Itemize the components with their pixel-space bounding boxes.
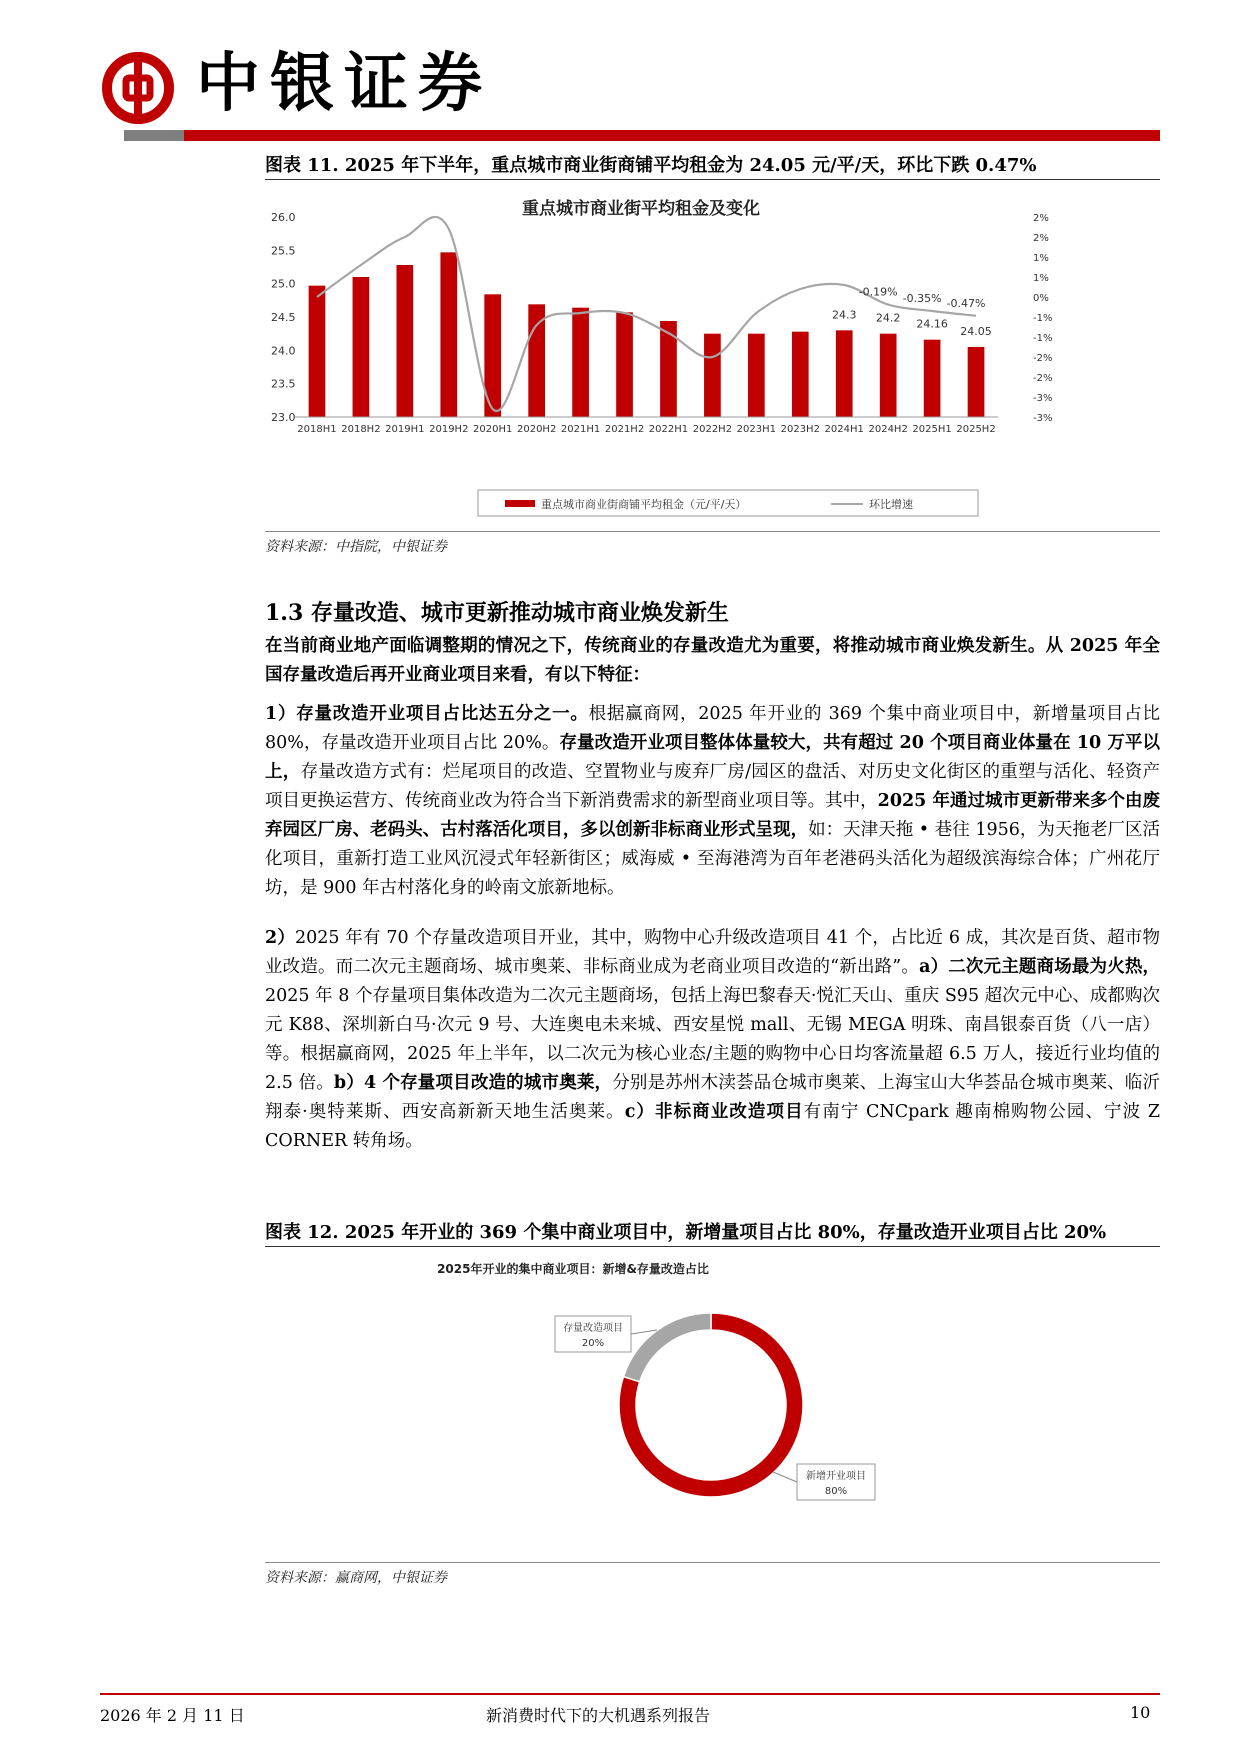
y2-tick-label: -3% — [1033, 393, 1053, 404]
x-tick-label: 2021H2 — [604, 424, 645, 435]
rent-bar — [792, 332, 809, 417]
p2-text: 2025 年有 70 个存量改造项目开业，其中，购物中心升级改造项目 41 个，占比近 6 成，其次是百货、超市物业改造。而二次元主题商场、城市奥莱、非标商业成为老商业项目改造的“新出路”。 — [265, 928, 1160, 977]
x-tick-label: 2025H1 — [912, 424, 952, 435]
p1-text-3: 如：天津天拖 • 巷往 1956，为天拖老厂区活化项目，重新打造工业风沉浸式年轻新街区；威海威 • 至海港湾为百年老港码头活化为超级滨海综合体；广州花厅坊，是 900 年古村落化身的岭南文旅新地标。 — [265, 820, 1161, 898]
x-tick-label: 2020H1 — [473, 424, 513, 435]
x-tick-label: 2018H2 — [341, 424, 381, 435]
y2-tick-label: 2% — [1033, 233, 1049, 244]
y-tick-label: 24.0 — [271, 344, 296, 358]
p2-highlight-b: b）4 个存量项目改造的城市奥莱， — [333, 1073, 613, 1093]
rent-chart — [265, 184, 1160, 524]
figure-11-bottom-rule — [265, 531, 1160, 532]
chart-legend — [478, 490, 978, 516]
rent-bar — [353, 277, 370, 417]
section-heading: 1.3 存量改造、城市更新推动城市商业焕发新生 — [265, 600, 729, 626]
bar-value-label: 24.16 — [916, 317, 948, 331]
page-number: 10 — [1130, 1703, 1151, 1722]
y-tick-label: 26.0 — [271, 211, 296, 224]
y2-tick-label: 1% — [1033, 273, 1049, 284]
y2-tick-label: -3% — [1033, 413, 1053, 424]
donut-slice — [624, 1313, 711, 1382]
chart-title: 重点城市商业街平均租金及变化 — [522, 199, 760, 219]
p2-point: 2） — [265, 928, 296, 948]
y-tick-label: 25.0 — [271, 277, 296, 291]
p2-text-a: 2025 年 8 个存量项目集体改造为二次元主题商场，包括上海巴黎春天·悦汇天山、重庆 S95 超次元中心、成都购次元 K88、深圳新白马·次元 9 号、大连奥电未来城、西安星悦 mall、无锡 MEGA 明珠、南昌银泰百货（八一店）等。根据赢商网，2025 年上半年，以二次元为核心业态/主题的购物中心日均客流量超 6.5 万人，接近行业均值的 2.5 倍。 — [265, 986, 1160, 1093]
bar-value-label: 24.3 — [831, 308, 857, 322]
rent-bar — [572, 308, 589, 417]
x-tick-label: 2022H2 — [692, 424, 733, 435]
rent-bar — [704, 334, 721, 417]
y2-tick-label: 0% — [1033, 293, 1049, 304]
y2-tick-label: -1% — [1033, 333, 1053, 344]
y-tick-label: 25.5 — [271, 244, 296, 258]
p1-highlight-1: 存量改造开业项目整体体量较大，共有超过 20 个项目商业体量在 10 万平以上， — [265, 733, 1160, 782]
callout-value-existing: 20% — [581, 1338, 605, 1349]
rent-bar — [748, 334, 765, 417]
y-tick-label: 23.5 — [271, 377, 296, 391]
intro-paragraph — [265, 632, 1160, 690]
y-tick-label: 24.5 — [271, 311, 296, 324]
rent-bar — [309, 286, 326, 417]
donut-chart-title: 2025年开业的集中商业项目：新增&存量改造占比 — [437, 1262, 709, 1276]
rent-bar — [440, 252, 457, 417]
line-value-label: -0.47% — [946, 296, 986, 310]
p1-point: 1）存量改造开业项目占比达五分之一。 — [265, 704, 589, 724]
figure-11-top-rule — [265, 179, 1160, 180]
bank-of-china-logo-icon — [100, 50, 176, 126]
figure-12-caption: 图表 12. 2025 年开业的 369 个集中商业项目中，新增量项目占比 80%，存量改造开业项目占比 20% — [265, 1222, 1107, 1243]
line-value-label: -0.19% — [858, 285, 898, 299]
paragraph-1 — [265, 700, 1160, 903]
brand-name: 中银证券 — [196, 46, 492, 121]
p1-text: 根据赢商网，2025 年开业的 369 个集中商业项目中，新增量项目占比 80%，存量改造开业项目占比 20%。 — [265, 704, 1160, 753]
p2-text-c: 有南宁 CNCpark 趣南棉购物公园、宁波 Z CORNER 转角场。 — [265, 1102, 1160, 1151]
rent-bar — [616, 312, 633, 417]
figure-12-source: 资料来源：赢商网，中银证券 — [265, 1570, 447, 1586]
figure-11-source: 资料来源：中指院，中银证券 — [265, 539, 447, 555]
figure-12-top-rule — [265, 1246, 1160, 1247]
rent-bar — [924, 340, 941, 417]
x-tick-label: 2024H2 — [868, 424, 908, 435]
intro-text: 在当前商业地产面临调整期的情况之下，传统商业的存量改造尤为重要，将推动城市商业焕发新生。从 2025 年全国存量改造后再开业商业项目来看，有以下特征： — [265, 636, 1160, 685]
bar-value-label: 24.05 — [960, 325, 992, 338]
x-tick-label: 2024H1 — [824, 424, 864, 435]
rent-bar — [880, 334, 897, 417]
y2-tick-label: 1% — [1033, 253, 1049, 264]
legend-bar-swatch — [505, 500, 535, 507]
callout-label-new: 新增开业项目 — [806, 1471, 866, 1482]
figure-12-bottom-rule — [265, 1562, 1160, 1563]
x-tick-label: 2020H2 — [516, 424, 557, 435]
p2-text-b: 分别是苏州木渎荟品仓城市奥莱、上海宝山大华荟品仓城市奥莱、临沂翔泰·奥特莱斯、西安高新新天地生活奥莱。 — [265, 1073, 1160, 1122]
paragraph-2 — [265, 924, 1160, 1156]
p1-highlight-2: 2025 年通过城市更新带来多个由废弃园区厂房、老码头、古村落活化项目，多以创新非标商业形式呈现， — [265, 791, 1160, 840]
callout-leader-new — [773, 1472, 797, 1482]
x-tick-label: 2021H1 — [560, 424, 601, 435]
x-tick-label: 2018H1 — [297, 424, 337, 435]
x-tick-label: 2019H1 — [385, 424, 425, 435]
footer-rule — [100, 1693, 1160, 1695]
footer-report-series: 新消费时代下的大机遇系列报告 — [486, 1706, 711, 1725]
legend-bar-label: 重点城市商业街商铺平均租金（元/平/天） — [541, 498, 747, 511]
x-tick-label: 2022H1 — [648, 424, 689, 435]
y-tick-label: 23.0 — [271, 411, 296, 424]
rent-bar — [528, 304, 545, 417]
bar-value-label: 24.2 — [875, 311, 901, 325]
header-bar-gray — [124, 130, 184, 141]
x-tick-label: 2023H2 — [780, 424, 820, 435]
y2-tick-label: -1% — [1033, 313, 1053, 324]
x-tick-label: 2025H2 — [956, 424, 996, 435]
line-value-label: -0.35% — [902, 292, 942, 305]
y2-tick-label: 2% — [1033, 213, 1049, 224]
rent-bar — [396, 265, 413, 417]
legend-line-label: 环比增速 — [869, 498, 913, 511]
y2-tick-label: -2% — [1033, 373, 1053, 384]
footer-date: 2026 年 2 月 11 日 — [100, 1706, 245, 1725]
rent-bar — [968, 347, 985, 417]
x-tick-label: 2023H1 — [736, 424, 777, 435]
figure-11-caption: 图表 11. 2025 年下半年，重点城市商业街商铺平均租金为 24.05 元/平/天，环比下跌 0.47% — [265, 155, 1037, 176]
p2-highlight-a: a）二次元主题商场最为火热， — [919, 957, 1161, 977]
x-tick-label: 2019H2 — [429, 424, 469, 435]
callout-label-existing: 存量改造项目 — [563, 1323, 623, 1334]
callout-value-new: 80% — [824, 1486, 848, 1497]
p1-text-2: 存量改造方式有：烂尾项目的改造、空置物业与废弃厂房/园区的盘活、对历史文化街区的重塑与活化、轻资产项目更换运营方、传统商业改为符合当下新消费需求的新型商业项目等。其中， — [265, 762, 1161, 811]
y2-tick-label: -2% — [1033, 353, 1053, 364]
donut-chart — [265, 1250, 1160, 1550]
header-bar-red — [184, 130, 1160, 141]
p2-highlight-c: c）非标商业改造项目 — [624, 1102, 804, 1122]
rent-bar — [836, 330, 853, 417]
